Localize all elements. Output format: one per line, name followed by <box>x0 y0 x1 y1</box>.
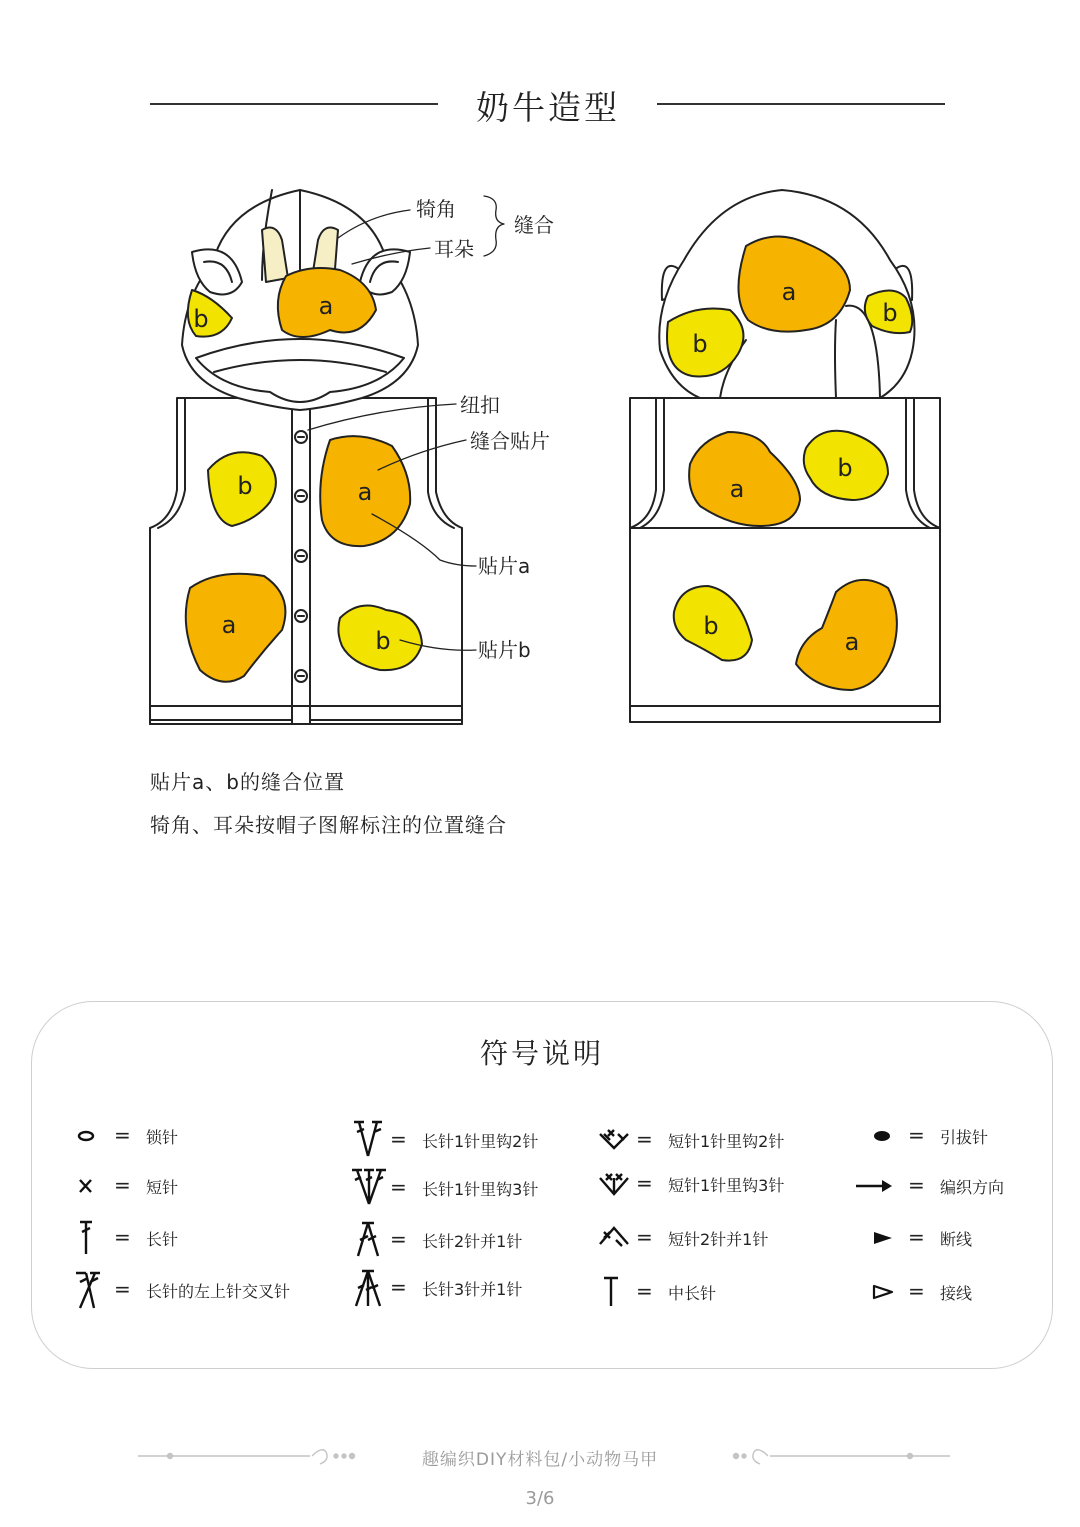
page-number: 3/6 <box>525 1488 555 1509</box>
legend-label: 长针 <box>146 1230 179 1249</box>
title-rule-left <box>150 103 438 105</box>
page-title: 奶牛造型 <box>476 88 620 127</box>
label-sew-patch: 缝合贴片 <box>470 429 550 453</box>
front-view <box>150 190 504 724</box>
single-crochet-icon <box>76 1166 116 1206</box>
dc3tog-icon <box>352 1268 392 1308</box>
back-patch-a-lower-letter: a <box>844 628 860 656</box>
back-hood-patch-b-right-letter: b <box>882 299 898 327</box>
legend-label: 短针2针并1针 <box>668 1230 769 1249</box>
label-sew: 缝合 <box>514 213 554 237</box>
dc-2-in-1-icon <box>352 1120 392 1160</box>
legend-label: 中长针 <box>668 1284 717 1303</box>
back-hood-patch-b-left-letter: b <box>692 330 708 358</box>
footer <box>0 1436 1080 1476</box>
front-hood-patch-a-letter: a <box>318 292 334 320</box>
title-rule-right <box>657 103 945 105</box>
note-patch-position: 贴片a、b的缝合位置 <box>150 770 345 794</box>
legend-label: 长针1针里钩3针 <box>422 1180 539 1199</box>
legend-label: 短针 <box>146 1178 179 1197</box>
front-patch-b-upper-letter: b <box>237 472 253 500</box>
symbol-legend: 符号说明 = 锁针 = 短针 = 长针 = 长针的左上针交叉针 = 长针1针里钩2针 = 长针1针里钩3针 = 长针2针并1针 = 长针3针并1针 = 短针1针里钩2针 = 短针1针里钩3针 = 短针2针并1针 = 中长针 = 引拔针 = 编织方向 = 断线 = 接线 <box>31 1001 1053 1369</box>
back-patch-b-lower-letter: b <box>703 612 719 640</box>
chain-stitch-icon <box>76 1116 116 1156</box>
front-hood-patch-b-letter: b <box>193 305 209 333</box>
back-patch-a-upper-letter: a <box>729 475 745 503</box>
back-view <box>630 190 940 722</box>
legend-title: 符号说明 <box>479 1037 604 1070</box>
front-buttons <box>295 431 307 682</box>
legend-label: 编织方向 <box>940 1178 1005 1197</box>
legend-label: 接线 <box>940 1284 973 1303</box>
label-horn: 犄角 <box>416 197 456 221</box>
legend-label: 引拔针 <box>940 1128 989 1147</box>
double-crochet-icon <box>76 1218 116 1258</box>
label-button: 纽扣 <box>460 393 500 417</box>
page-title-row <box>0 82 1080 132</box>
legend-label: 短针1针里钩2针 <box>668 1132 785 1151</box>
label-patch-a: 贴片a <box>478 554 531 578</box>
slip-stitch-icon <box>870 1116 910 1156</box>
front-patch-b-lower-letter: b <box>375 627 391 655</box>
front-patch-a-upper-letter: a <box>357 478 373 506</box>
sc-2-in-1-icon <box>598 1120 638 1160</box>
legend-label: 长针2针并1针 <box>422 1232 523 1251</box>
legend-label: 长针3针并1针 <box>422 1280 523 1299</box>
label-patch-b: 贴片b <box>478 638 531 662</box>
dc-3-in-1-icon <box>352 1168 392 1208</box>
legend-label: 断线 <box>940 1230 973 1249</box>
footer-product-name: 趣编织DIY材料包/小动物马甲 <box>421 1450 659 1470</box>
dc2tog-icon <box>352 1220 392 1260</box>
note-horn-ear-position: 犄角、耳朵按帽子图解标注的位置缝合 <box>150 813 507 837</box>
direction-arrow-icon <box>852 1166 896 1206</box>
back-hood-patch-a-letter: a <box>781 278 797 306</box>
legend-label: 短针1针里钩3针 <box>668 1176 785 1195</box>
vest-diagram <box>0 160 1080 740</box>
sc2tog-icon <box>598 1218 638 1258</box>
cut-yarn-icon <box>870 1218 910 1258</box>
front-patch-a-lower-letter: a <box>221 611 237 639</box>
legend-label: 长针1针里钩2针 <box>422 1132 539 1151</box>
legend-label: 锁针 <box>146 1128 179 1147</box>
back-patch-b-upper-letter: b <box>837 454 853 482</box>
label-ear: 耳朵 <box>434 237 474 261</box>
crossed-double-crochet-icon <box>76 1270 116 1310</box>
half-double-crochet-icon <box>598 1272 638 1312</box>
back-vest-body <box>630 398 940 722</box>
legend-label: 长针的左上针交叉针 <box>146 1282 291 1301</box>
sc-3-in-1-icon <box>598 1164 638 1204</box>
join-yarn-icon <box>870 1272 910 1312</box>
